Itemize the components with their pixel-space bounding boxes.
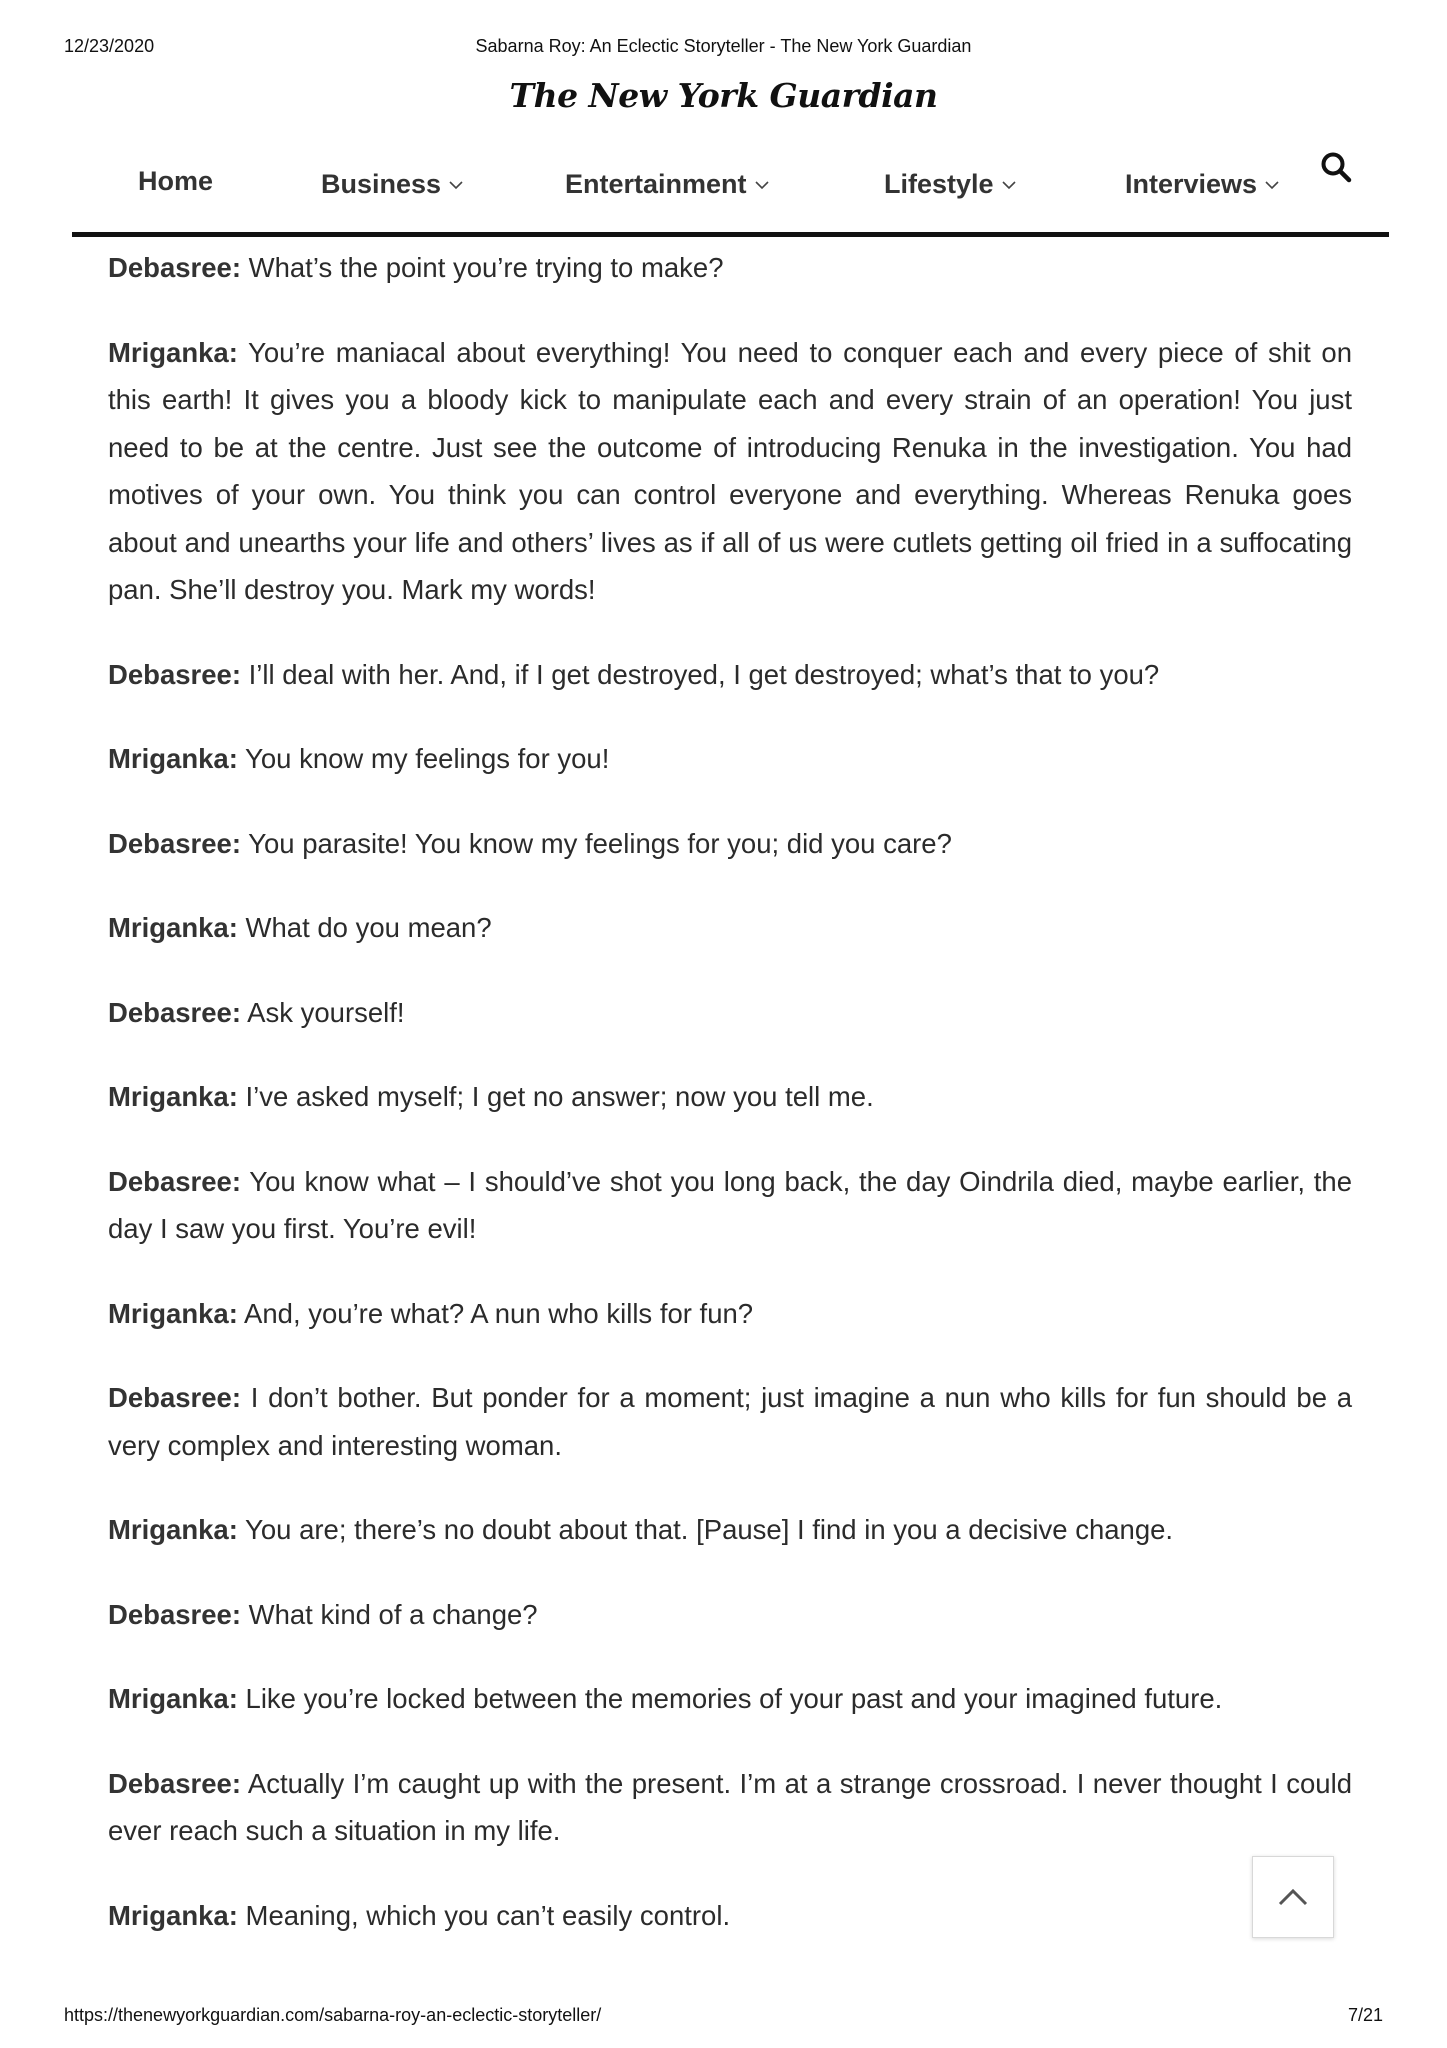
dialogue-line <box>108 1073 1352 1121</box>
speaker-name: Debasree: <box>108 996 241 1028</box>
speaker-name: Debasree: <box>108 1165 241 1197</box>
main-navigation <box>72 150 1389 237</box>
dialogue-text: You parasite! You know my feelings for you; did you care? <box>241 827 952 859</box>
speaker-name: Mriganka: <box>108 912 238 943</box>
article-body <box>108 244 1352 1976</box>
dialogue-text: What kind of a change? <box>241 1598 538 1630</box>
nav-item-business[interactable] <box>321 166 463 200</box>
speaker-name: Mriganka: <box>108 743 238 774</box>
speaker-name: Mriganka: <box>108 1514 238 1545</box>
dialogue-line <box>108 1290 1352 1338</box>
chevron-down-icon <box>1002 166 1016 197</box>
dialogue-line <box>108 904 1352 952</box>
nav-item-home[interactable] <box>138 166 213 197</box>
speaker-name: Debasree: <box>108 252 241 283</box>
dialogue-text: I’ll deal with her. And, if I get destroyed, I get destroyed; what’s that to you? <box>241 658 1160 690</box>
print-date: 12/23/2020 <box>64 36 155 56</box>
dialogue-text: You are; there’s no doubt about that. [Pause] I find in you a decisive change. <box>237 1514 1174 1545</box>
dialogue-line <box>108 1591 1352 1639</box>
chevron-down-icon <box>755 166 769 197</box>
dialogue-line <box>108 329 1352 614</box>
dialogue-text: What do you mean? <box>237 912 492 943</box>
site-logo[interactable]: The New York Guardian <box>509 76 938 115</box>
dialogue-text: You’re maniacal about everything! You need to conquer each and every piece of shit on this earth! It gives you a bloody kick to manipulate each and every strain of an operation! You just need to be at the centre. Just see the outcome of introducing Renuka in the investigation. You had motives of your own. You think you can control everyone and everything. Whereas Renuka goes about and unearths your life and others’ lives as if all of us were cutlets getting oil fried in a suffocating pan. She’ll destroy you. Mark my words! <box>108 336 1352 605</box>
search-button[interactable] <box>1319 150 1355 186</box>
speaker-name: Debasree: <box>108 827 241 859</box>
dialogue-text: You know what – I should’ve shot you long back, the day Oindrila died, maybe earlier, the day I saw you first. You’re evil! <box>108 1165 1352 1244</box>
dialogue-text: What’s the point you’re trying to make? <box>241 252 724 283</box>
print-url: https://thenewyorkguardian.com/sabarna-roy-an-eclectic-storyteller/ <box>64 2005 602 2025</box>
speaker-name: Mriganka: <box>108 1081 238 1112</box>
print-page-title: Sabarna Roy: An Eclectic Storyteller - The New York Guardian <box>475 36 972 56</box>
nav-item-label: Entertainment <box>565 169 747 199</box>
dialogue-line <box>108 735 1352 783</box>
search-icon <box>1319 150 1355 186</box>
chevron-down-icon <box>1265 166 1279 197</box>
speaker-name: Mriganka: <box>108 1683 238 1714</box>
nav-item-label: Interviews <box>1125 169 1258 199</box>
speaker-name: Mriganka: <box>108 1899 238 1931</box>
dialogue-text: I’ve asked myself; I get no answer; now you tell me. <box>237 1081 874 1112</box>
speaker-name: Debasree: <box>108 1382 241 1413</box>
dialogue-text: Ask yourself! <box>241 996 405 1028</box>
speaker-name: Debasree: <box>108 1598 241 1630</box>
back-to-top-button[interactable] <box>1252 1856 1334 1938</box>
dialogue-text: Like you’re locked between the memories of your past and your imagined future. <box>237 1683 1223 1714</box>
dialogue-line <box>108 1374 1352 1469</box>
dialogue-text: And, you’re what? A nun who kills for fun? <box>237 1297 754 1329</box>
dialogue-line <box>108 820 1352 868</box>
speaker-name: Mriganka: <box>108 1297 238 1329</box>
dialogue-line <box>108 1158 1352 1253</box>
dialogue-line <box>108 989 1352 1037</box>
dialogue-line <box>108 1760 1352 1855</box>
dialogue-text: You know my feelings for you! <box>237 743 610 774</box>
dialogue-text: Actually I’m caught up with the present. I’m at a strange crossroad. I never thought I could ever reach such a situation in my life. <box>108 1767 1352 1846</box>
dialogue-line <box>108 244 1352 292</box>
print-footer <box>64 2005 1383 2029</box>
nav-item-label: Home <box>138 166 214 196</box>
nav-item-label: Business <box>321 169 442 199</box>
dialogue-line <box>108 1675 1352 1723</box>
nav-item-label: Lifestyle <box>884 169 994 199</box>
print-page-number: 7/21 <box>1347 2005 1383 2025</box>
chevron-up-icon <box>1277 1887 1309 1907</box>
speaker-name: Debasree: <box>108 1767 241 1799</box>
nav-item-interviews[interactable] <box>1125 166 1279 200</box>
speaker-name: Debasree: <box>108 658 241 690</box>
nav-item-entertainment[interactable] <box>565 166 769 200</box>
dialogue-text: I don’t bother. But ponder for a moment; just imagine a nun who kills for fun should be a very complex and interesting woman. <box>108 1382 1352 1461</box>
dialogue-line <box>108 651 1352 699</box>
print-header <box>64 36 1383 60</box>
dialogue-line <box>108 1892 1352 1940</box>
dialogue-line <box>108 1506 1352 1554</box>
nav-item-lifestyle[interactable] <box>884 166 1016 200</box>
chevron-down-icon <box>449 166 463 197</box>
speaker-name: Mriganka: <box>108 336 238 368</box>
dialogue-text: Meaning, which you can’t easily control. <box>237 1899 731 1931</box>
